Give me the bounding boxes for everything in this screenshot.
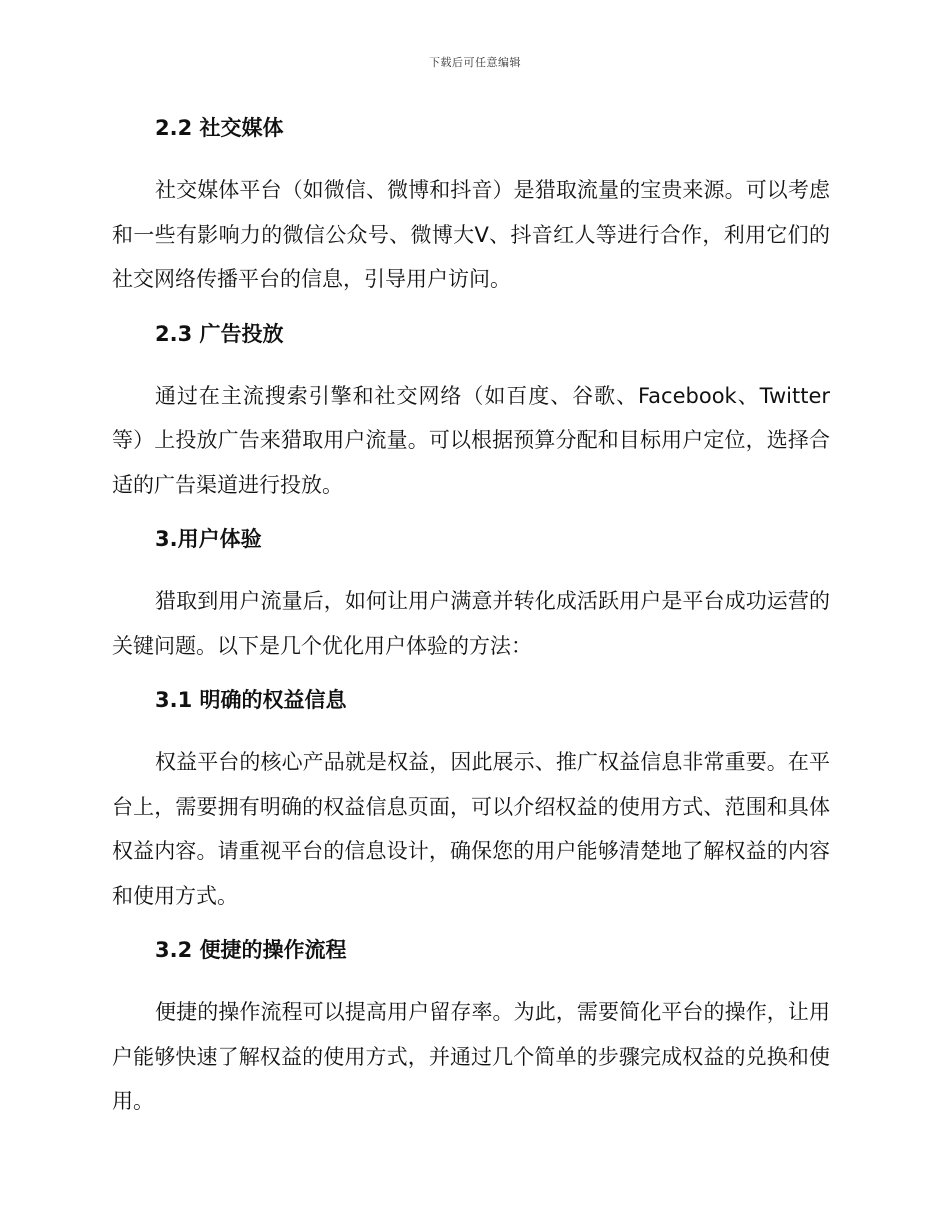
section-heading-3-1: 3.1 明确的权益信息 [155, 688, 347, 712]
section-heading-2-3: 2.3 广告投放 [155, 321, 284, 346]
section-heading-2-2: 2.2 社交媒体 [155, 116, 284, 140]
section-paragraph-2-3: 通过在主流搜索引擎和社交网络（如百度、谷歌、Facebook、Twitter等）上投放广告来猎取用户流量。可以根据预算分配和目标用户定位，选择合适的广告渠道进行投放。 [112, 383, 830, 497]
section-paragraph-2-2: 社交媒体平台（如微信、微博和抖音）是猎取流量的宝贵来源。可以考虑和一些有影响力的微信公众号、微博大V、抖音红人等进行合作，利用它们的社交网络传播平台的信息，引导用户访问。 [112, 178, 830, 291]
section-paragraph-3-1: 权益平台的核心产品就是权益，因此展示、推广权益信息非常重要。在平台上，需要拥有明确的权益信息页面，可以介绍权益的使用方式、范围和具体权益内容。请重视平台的信息设计，确保您的用户能够清楚地了解权益的内容和使用方式。 [112, 750, 830, 908]
section-paragraph-3-2: 便捷的操作流程可以提高用户留存率。为此，需要简化平台的操作，让用户能够快速了解权益的使用方式，并通过几个简单的步骤完成权益的兑换和使用。 [112, 1000, 830, 1113]
section-heading-3-2: 3.2 便捷的操作流程 [155, 938, 347, 962]
header-note: 下载后可任意编辑 [429, 56, 521, 69]
section-heading-3: 3.用户体验 [155, 527, 262, 551]
section-paragraph-3: 猎取到用户流量后，如何让用户满意并转化成活跃用户是平台成功运营的关键问题。以下是几个优化用户体验的方法： [112, 589, 830, 658]
document-content [112, 110, 830, 1138]
